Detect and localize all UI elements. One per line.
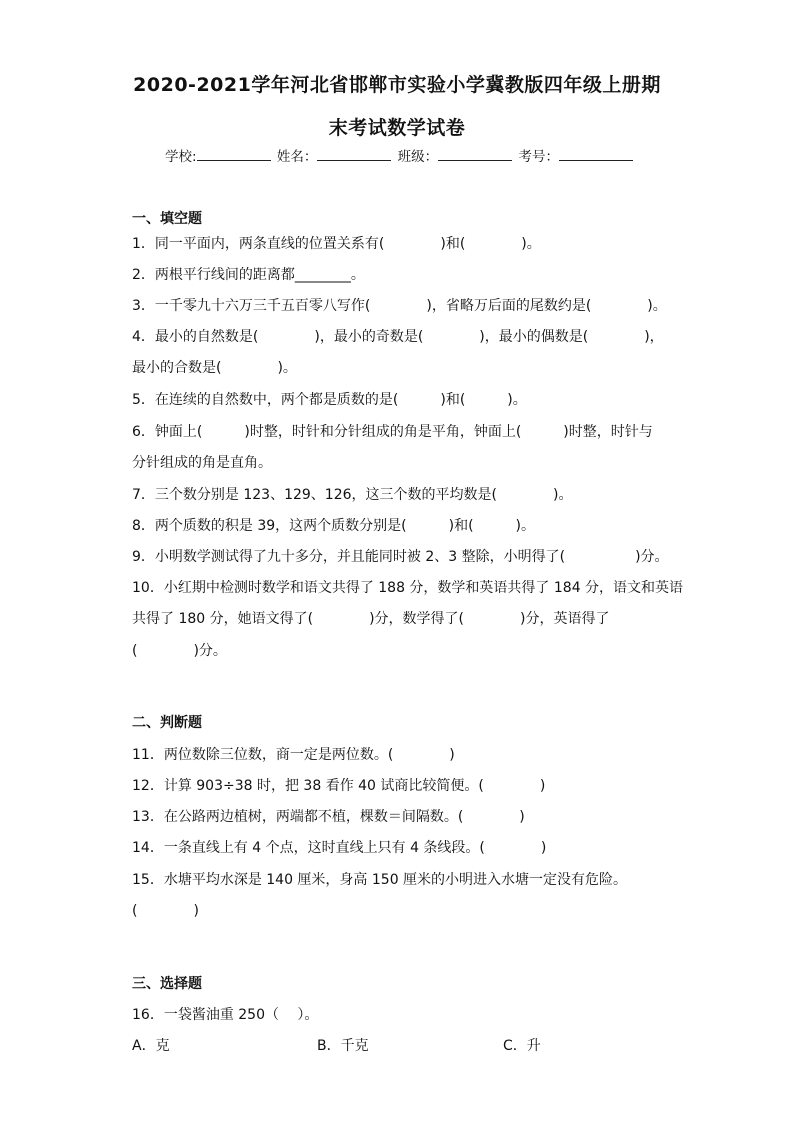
exam-no-label: 考号： (518, 149, 559, 165)
question-line: 5．在连续的自然数中，两个都是质数的是( )和( )。 (132, 392, 527, 408)
student-info-row (165, 145, 635, 165)
question-line: 1．同一平面内，两条直线的位置关系有( )和( )。 (132, 236, 541, 252)
question-line: 13．在公路两边植树，两端都不植，棵数＝间隔数。( ) (132, 809, 525, 825)
choice-option-a: A．克 (132, 1038, 170, 1054)
name-blank[interactable] (317, 148, 391, 161)
question-line: 16．一袋酱油重 250（ ）。 (132, 1007, 319, 1023)
question-line: 15．水塘平均水深是 140 厘米，身高 150 厘米的小明进入水塘一定没有危险。 (132, 872, 628, 888)
choice-option-b: B．千克 (317, 1038, 369, 1054)
class-label: 班级： (397, 149, 439, 165)
question-line: 分针组成的角是直角。 (132, 455, 272, 471)
page-title-line1: 2020-2021学年河北省邯郸市实验小学冀教版四年级上册期 (133, 74, 661, 96)
question-line: 最小的合数是( )。 (132, 360, 297, 376)
school-blank[interactable] (197, 148, 271, 161)
question-line: 3．一千零九十六万三千五百零八写作( )，省略万后面的尾数约是( )。 (132, 298, 667, 314)
choice-option-c: C．升 (503, 1038, 541, 1054)
question-line: ( )分。 (132, 643, 227, 659)
class-blank[interactable] (438, 148, 512, 161)
school-label: 学校: (165, 149, 197, 165)
question-line: 7．三个数分别是 123、129、126，这三个数的平均数是( )。 (132, 487, 573, 503)
question-line: 10．小红期中检测时数学和语文共得了 188 分，数学和英语共得了 184 分，语文和英语 (132, 580, 684, 596)
page-title-line2: 末考试数学试卷 (328, 117, 466, 139)
question-line: 8．两个质数的积是 39，这两个质数分别是( )和( )。 (132, 518, 536, 534)
question-line: ( ) (132, 903, 199, 919)
question-line: 11．两位数除三位数，商一定是两位数。( ) (132, 747, 455, 763)
question-line: 共得了 180 分，她语文得了( )分，数学得了( )分，英语得了 (132, 611, 610, 627)
question-line: 9．小明数学测试得了九十多分，并且能同时被 2、3 整除，小明得了( )分。 (132, 549, 669, 565)
question-line: 4．最小的自然数是( )，最小的奇数是( )，最小的偶数是( )， (132, 329, 664, 345)
name-label: 姓名： (276, 149, 318, 165)
question-line: 2．两根平行线间的距离都________。 (132, 267, 365, 283)
section-heading-choice: 三、选择题 (132, 976, 202, 992)
section-heading-fill: 一、填空题 (132, 211, 202, 227)
exam-no-blank[interactable] (559, 148, 633, 161)
question-line: 12．计算 903÷38 时，把 38 看作 40 试商比较简便。( ) (132, 778, 546, 794)
section-heading-judge: 二、判断题 (132, 715, 202, 731)
question-line: 14．一条直线上有 4 个点，这时直线上只有 4 条线段。( ) (132, 840, 547, 856)
question-line: 6．钟面上( )时整，时针和分针组成的角是平角，钟面上( )时整，时针与 (132, 424, 653, 440)
